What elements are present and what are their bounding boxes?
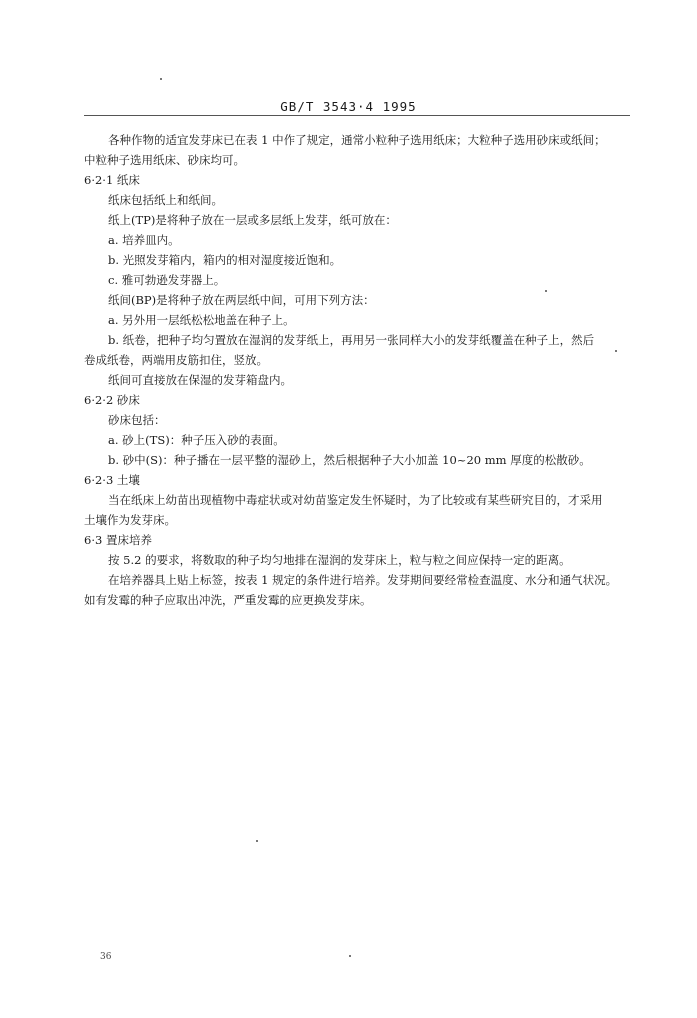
text-line: 按 5.2 的要求，将数取的种子均匀地排在湿润的发芽床上，粒与粒之间应保持一定的距离。 bbox=[108, 553, 571, 567]
text-line: 土壤作为发芽床。 bbox=[84, 513, 176, 527]
scan-speck bbox=[615, 350, 617, 352]
text-line: 卷成纸卷，两端用皮筋扣住，竖放。 bbox=[84, 353, 268, 367]
text-line: 当在纸床上幼苗出现植物中毒症状或对幼苗鉴定发生怀疑时，为了比较或有某些研究目的，才采用 bbox=[108, 493, 603, 507]
scan-speck bbox=[160, 78, 162, 80]
text-line: 纸间可直接放在保湿的发芽箱盘内。 bbox=[108, 373, 292, 387]
page-number: 36 bbox=[100, 952, 112, 962]
text-line: a. 砂上(TS)：种子压入砂的表面。 bbox=[108, 433, 285, 447]
text-line: 纸间(BP)是将种子放在两层纸中间，可用下列方法： bbox=[108, 293, 375, 307]
text-line: 如有发霉的种子应取出冲洗，严重发霉的应更换发芽床。 bbox=[84, 593, 372, 607]
text-line: 在培养器具上贴上标签，按表 1 规定的条件进行培养。发芽期间要经常检查温度、水分和通气状况。 bbox=[108, 573, 618, 587]
text-line: a. 培养皿内。 bbox=[108, 233, 180, 247]
scan-speck bbox=[349, 955, 351, 957]
text-line: 6·3 置床培养 bbox=[84, 533, 152, 547]
text-line: b. 砂中(S)：种子播在一层平整的湿砂上，然后根据种子大小加盖 10~20 mm 厚度的松散砂。 bbox=[108, 453, 591, 467]
scan-speck bbox=[256, 840, 258, 842]
scan-speck bbox=[545, 290, 547, 292]
text-line: a. 另外用一层纸松松地盖在种子上。 bbox=[108, 313, 295, 327]
text-line: 各种作物的适宜发芽床已在表 1 中作了规定，通常小粒种子选用纸床；大粒种子选用砂床或纸间； bbox=[108, 133, 606, 147]
text-line: b. 纸卷，把种子均匀置放在湿润的发芽纸上，再用另一张同样大小的发芽纸覆盖在种子上，然后 bbox=[108, 333, 595, 347]
text-line: 纸床包括纸上和纸间。 bbox=[108, 193, 223, 207]
text-line: 6·2·2 砂床 bbox=[84, 393, 140, 407]
text-line: 砂床包括： bbox=[108, 413, 166, 427]
text-line: 6·2·1 纸床 bbox=[84, 173, 140, 187]
text-line: 中粒种子选用纸床、砂床均可。 bbox=[84, 153, 245, 167]
text-line: 纸上(TP)是将种子放在一层或多层纸上发芽，纸可放在： bbox=[108, 213, 397, 227]
text-line: 6·2·3 土壤 bbox=[84, 473, 140, 487]
text-line: c. 雅可勃逊发芽器上。 bbox=[108, 273, 226, 287]
text-line: b. 光照发芽箱内，箱内的相对湿度接近饱和。 bbox=[108, 253, 342, 267]
standard-header: GB/T 3543·4 1995 bbox=[280, 99, 417, 114]
